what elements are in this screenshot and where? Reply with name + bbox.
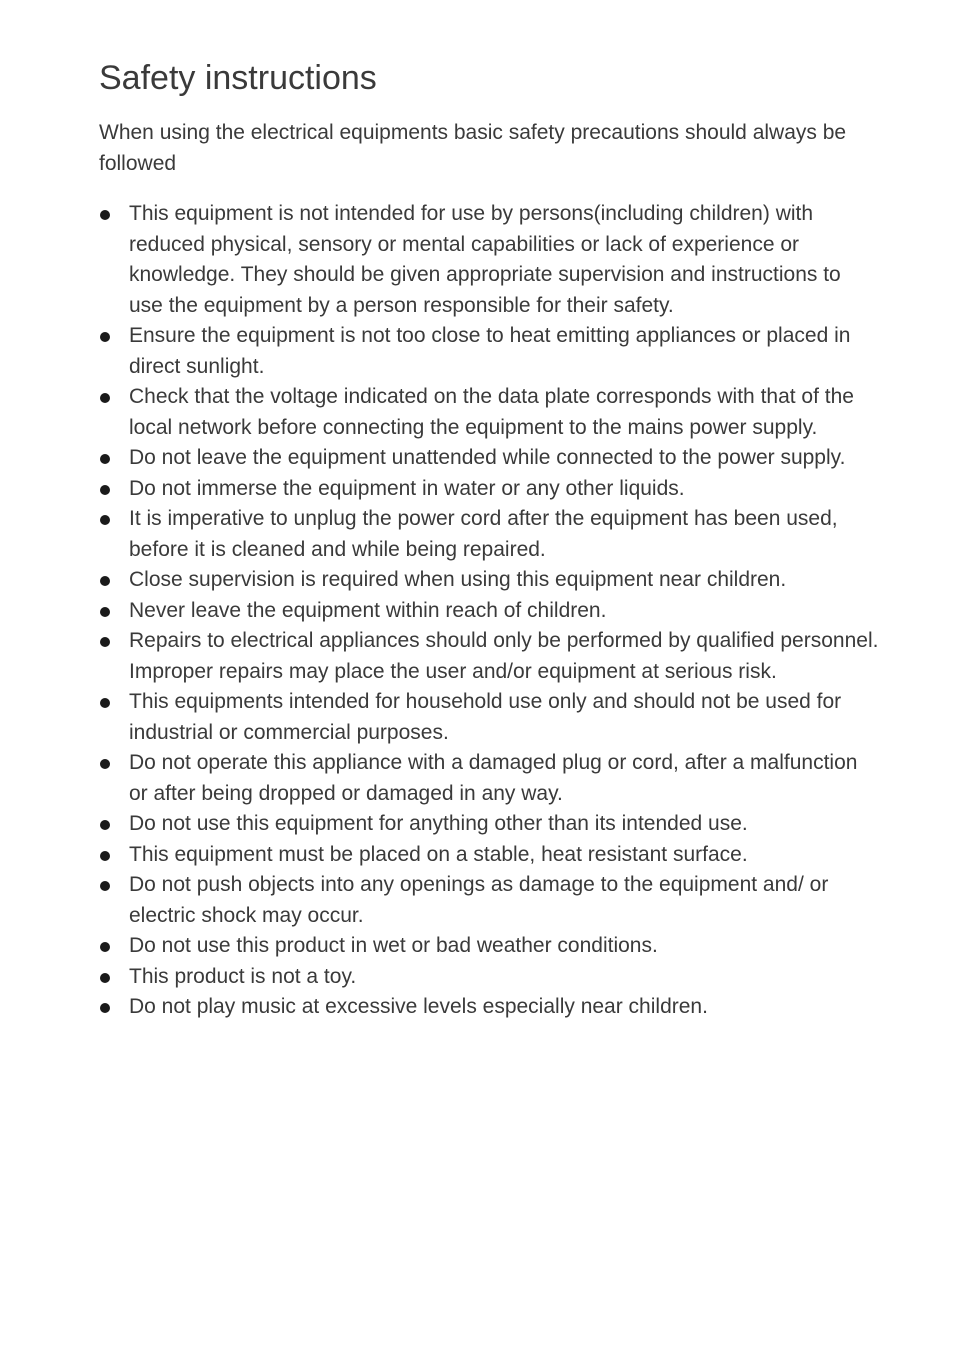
bullet-icon — [100, 210, 110, 220]
list-item-text: Check that the voltage indicated on the data plate corresponds with that of the local network before connecting the equipment to the mains power supply. — [129, 385, 854, 439]
list-item — [99, 840, 879, 871]
list-item — [99, 474, 879, 505]
bullet-icon — [100, 881, 110, 891]
bullet-icon — [100, 637, 110, 647]
bullet-icon — [100, 454, 110, 464]
list-item-text: Do not operate this appliance with a damaged plug or cord, after a malfunction or after being dropped or damaged in any way. — [129, 751, 858, 805]
list-item-text: This equipments intended for household use only and should not be used for industrial or commercial purposes. — [129, 690, 842, 744]
list-item-text: Ensure the equipment is not too close to heat emitting appliances or placed in direct sunlight. — [129, 324, 851, 378]
intro-paragraph: When using the electrical equipments basic safety precautions should always be followed — [99, 121, 847, 175]
list-item-text: Never leave the equipment within reach of children. — [129, 598, 607, 622]
list-item — [99, 687, 879, 748]
list-item — [99, 504, 879, 565]
bullet-icon — [100, 698, 110, 708]
bullet-icon — [100, 576, 110, 586]
list-item-text: Do not use this product in wet or bad weather conditions. — [129, 934, 658, 957]
bullet-icon — [100, 485, 110, 495]
list-item-text: This equipment must be placed on a stable, heat resistant surface. — [129, 842, 748, 866]
list-item-text: It is imperative to unplug the power cord after the equipment has been used, before it is cleaned and while being repaired. — [129, 507, 838, 561]
bullet-icon — [100, 607, 110, 617]
list-item-text: Do not immerse the equipment in water or any other liquids. — [129, 476, 685, 500]
list-item — [99, 443, 879, 474]
safety-list — [99, 199, 879, 1023]
list-item — [99, 870, 879, 931]
list-item — [99, 992, 879, 1023]
bullet-icon — [100, 515, 110, 525]
list-item-text: This equipment is not intended for use by persons(including children) with reduced physical, sensory or mental capabilities or lack of experience or knowledge. They should be given appropriate supervision and instructions to use the equipment by a person responsible for their safety. — [129, 202, 841, 317]
bullet-icon — [100, 393, 110, 403]
bullet-icon — [100, 759, 110, 769]
list-item — [99, 596, 879, 627]
list-item — [99, 748, 879, 809]
list-item — [99, 321, 879, 382]
bullet-icon — [100, 332, 110, 342]
list-item — [99, 199, 879, 321]
bullet-icon — [100, 851, 110, 861]
bullet-icon — [100, 942, 110, 952]
list-item-text: Do not play music at excessive levels especially near children. — [129, 995, 708, 1018]
bullet-icon — [100, 820, 110, 830]
page-title: Safety instructions — [99, 59, 377, 97]
list-item — [99, 626, 879, 687]
bullet-icon — [100, 973, 110, 983]
list-item-text: Do not push objects into any openings as damage to the equipment and/ or electric shock may occur. — [129, 873, 829, 927]
document-page — [99, 56, 889, 1023]
list-item — [99, 962, 879, 993]
list-item — [99, 565, 879, 596]
list-item-text: Close supervision is required when using this equipment near children. — [129, 568, 787, 591]
list-item-text: Do not leave the equipment unattended while connected to the power supply. — [129, 446, 846, 469]
list-item-text: Do not use this equipment for anything other than its intended use. — [129, 812, 748, 835]
list-item-text: This product is not a toy. — [129, 964, 357, 988]
list-item — [99, 931, 879, 962]
bullet-icon — [100, 1003, 110, 1013]
list-item-text: Repairs to electrical appliances should only be performed by qualified personnel. Improper repairs may place the user and/or equipment at serious risk. — [129, 629, 879, 683]
list-item — [99, 382, 879, 443]
list-item — [99, 809, 879, 840]
